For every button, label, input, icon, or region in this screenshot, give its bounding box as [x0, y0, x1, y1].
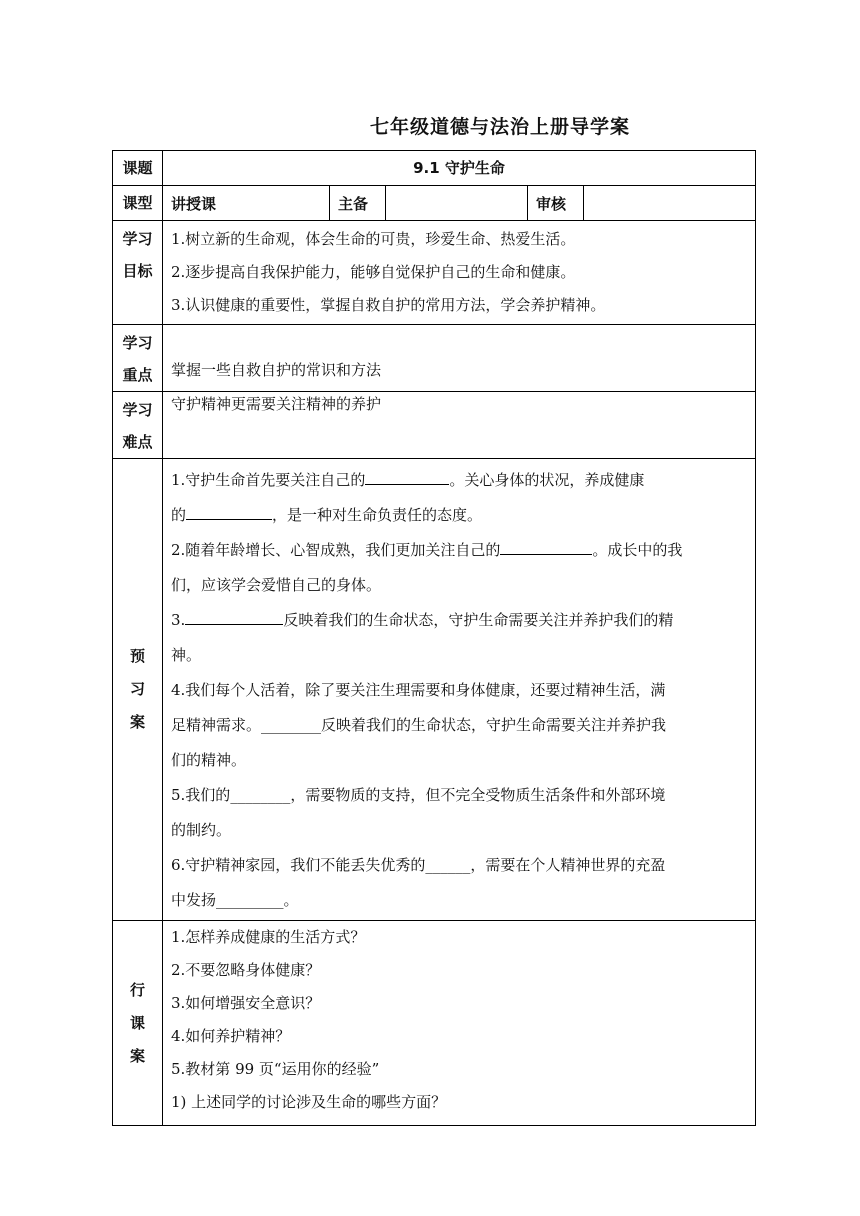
key-label-line2: 重点 — [122, 366, 153, 384]
practice-row — [113, 921, 756, 1126]
q4-text-b: 足精神需求。 — [171, 716, 262, 734]
q4-blank[interactable]: ________ — [261, 716, 322, 734]
preview-question-5 — [171, 778, 747, 848]
practice-label-char: 行 — [129, 980, 145, 999]
q6-text-d: 。 — [283, 891, 299, 909]
fill-blank[interactable] — [365, 466, 449, 485]
q3-text-b: 反映着我们的生命状态，守护生命需要关注并养护我们的精 — [283, 611, 674, 629]
preview-question-2 — [171, 533, 747, 603]
goal-item: 3.认识健康的重要性，掌握自救自护的常用方法，学会养护精神。 — [171, 296, 606, 314]
q5-blank[interactable]: ________ — [230, 786, 291, 804]
lesson-plan-table — [112, 150, 756, 1126]
fill-blank[interactable] — [186, 501, 272, 520]
key-content — [163, 325, 756, 392]
preview-label — [113, 459, 163, 921]
goal-item: 1.树立新的生命观，体会生命的可贵，珍爱生命、热爱生活。 — [171, 230, 576, 248]
difficulty-row — [113, 392, 756, 459]
q6-blank-1[interactable]: ______ — [425, 856, 471, 874]
q2-text-c: 们，应该学会爱惜自己的身体。 — [171, 576, 382, 594]
topic-label: 课题 — [113, 151, 163, 186]
lead-label: 主备 — [330, 186, 386, 221]
q3-text-c: 神。 — [171, 646, 202, 664]
key-label-line1: 学习 — [122, 334, 153, 352]
difficulty-content — [163, 392, 756, 459]
topic-row — [113, 151, 756, 186]
q1-text-b: 。关心身体的状况，养成健康 — [449, 471, 645, 489]
difficulty-label — [113, 392, 163, 459]
q6-text-c: 中发扬 — [171, 891, 217, 909]
q1-text-a: 1.守护生命首先要关注自己的 — [171, 471, 366, 489]
q6-blank-2[interactable]: _________ — [216, 891, 284, 909]
practice-label — [113, 921, 163, 1126]
practice-item: 1.怎样养成健康的生活方式？ — [171, 928, 366, 946]
goals-label-line1: 学习 — [122, 230, 153, 248]
q3-text-a: 3. — [171, 611, 186, 629]
preview-content — [163, 459, 756, 921]
practice-item: 1) 上述同学的讨论涉及生命的哪些方面？ — [171, 1093, 447, 1111]
fill-blank[interactable] — [500, 536, 592, 555]
practice-label-char: 案 — [129, 1046, 145, 1065]
practice-item: 5.教材第 99 页“运用你的经验” — [171, 1060, 380, 1078]
goal-item: 2.逐步提高自我保护能力，能够自觉保护自己的生命和健康。 — [171, 263, 576, 281]
practice-item: 4.如何养护精神？ — [171, 1027, 291, 1045]
preview-row — [113, 459, 756, 921]
preview-label-char: 预 — [129, 647, 145, 665]
q4-text-c: 反映着我们的生命状态，守护生命需要关注并养护我 — [321, 716, 667, 734]
practice-item: 2.不要忽略身体健康？ — [171, 961, 321, 979]
practice-item: 3.如何增强安全意识？ — [171, 994, 321, 1012]
preview-label-char: 习 — [129, 680, 145, 698]
difficulty-label-line2: 难点 — [122, 433, 153, 451]
goals-row — [113, 221, 756, 325]
goals-label — [113, 221, 163, 325]
type-label: 课型 — [113, 186, 163, 221]
fill-blank[interactable] — [185, 606, 283, 625]
key-row — [113, 325, 756, 392]
key-label — [113, 325, 163, 392]
q5-text-b: ，需要物质的支持，但不完全受物质生活条件和外部环境 — [290, 786, 666, 804]
difficulty-text: 守护精神更需要关注精神的养护 — [171, 395, 382, 413]
topic-value: 9.1 守护生命 — [163, 151, 756, 186]
type-row — [113, 186, 756, 221]
q4-text-d: 们的精神。 — [171, 751, 247, 769]
preview-question-1 — [171, 463, 747, 533]
q6-text-b: ，需要在个人精神世界的充盈 — [470, 856, 666, 874]
q6-text-a: 6.守护精神家园，我们不能丢失优秀的 — [171, 856, 426, 874]
q5-text-c: 的制约。 — [171, 821, 232, 839]
q1-text-d: ，是一种对生命负责任的态度。 — [272, 506, 483, 524]
practice-content — [163, 921, 756, 1126]
q1-text-c: 的 — [171, 506, 187, 524]
lead-value — [386, 186, 528, 221]
document-title: 七年级道德与法治上册导学案 — [369, 116, 630, 138]
q5-text-a: 5.我们的 — [171, 786, 231, 804]
preview-label-char: 案 — [129, 713, 145, 731]
practice-label-char: 课 — [129, 1013, 145, 1032]
preview-question-6 — [171, 848, 747, 918]
goals-label-line2: 目标 — [122, 262, 153, 280]
preview-question-3 — [171, 603, 747, 673]
key-text: 掌握一些自救自护的常识和方法 — [171, 360, 382, 379]
q4-text-a: 4.我们每个人活着，除了要关注生理需要和身体健康，还要过精神生活，满 — [171, 681, 666, 699]
q2-text-b: 。成长中的我 — [592, 541, 683, 559]
review-label: 审核 — [528, 186, 584, 221]
review-value — [584, 186, 756, 221]
q2-text-a: 2.随着年龄增长、心智成熟，我们更加关注自己的 — [171, 541, 501, 559]
preview-question-4 — [171, 673, 747, 778]
difficulty-label-line1: 学习 — [122, 401, 153, 419]
type-value: 讲授课 — [163, 186, 330, 221]
goals-content — [163, 221, 756, 325]
